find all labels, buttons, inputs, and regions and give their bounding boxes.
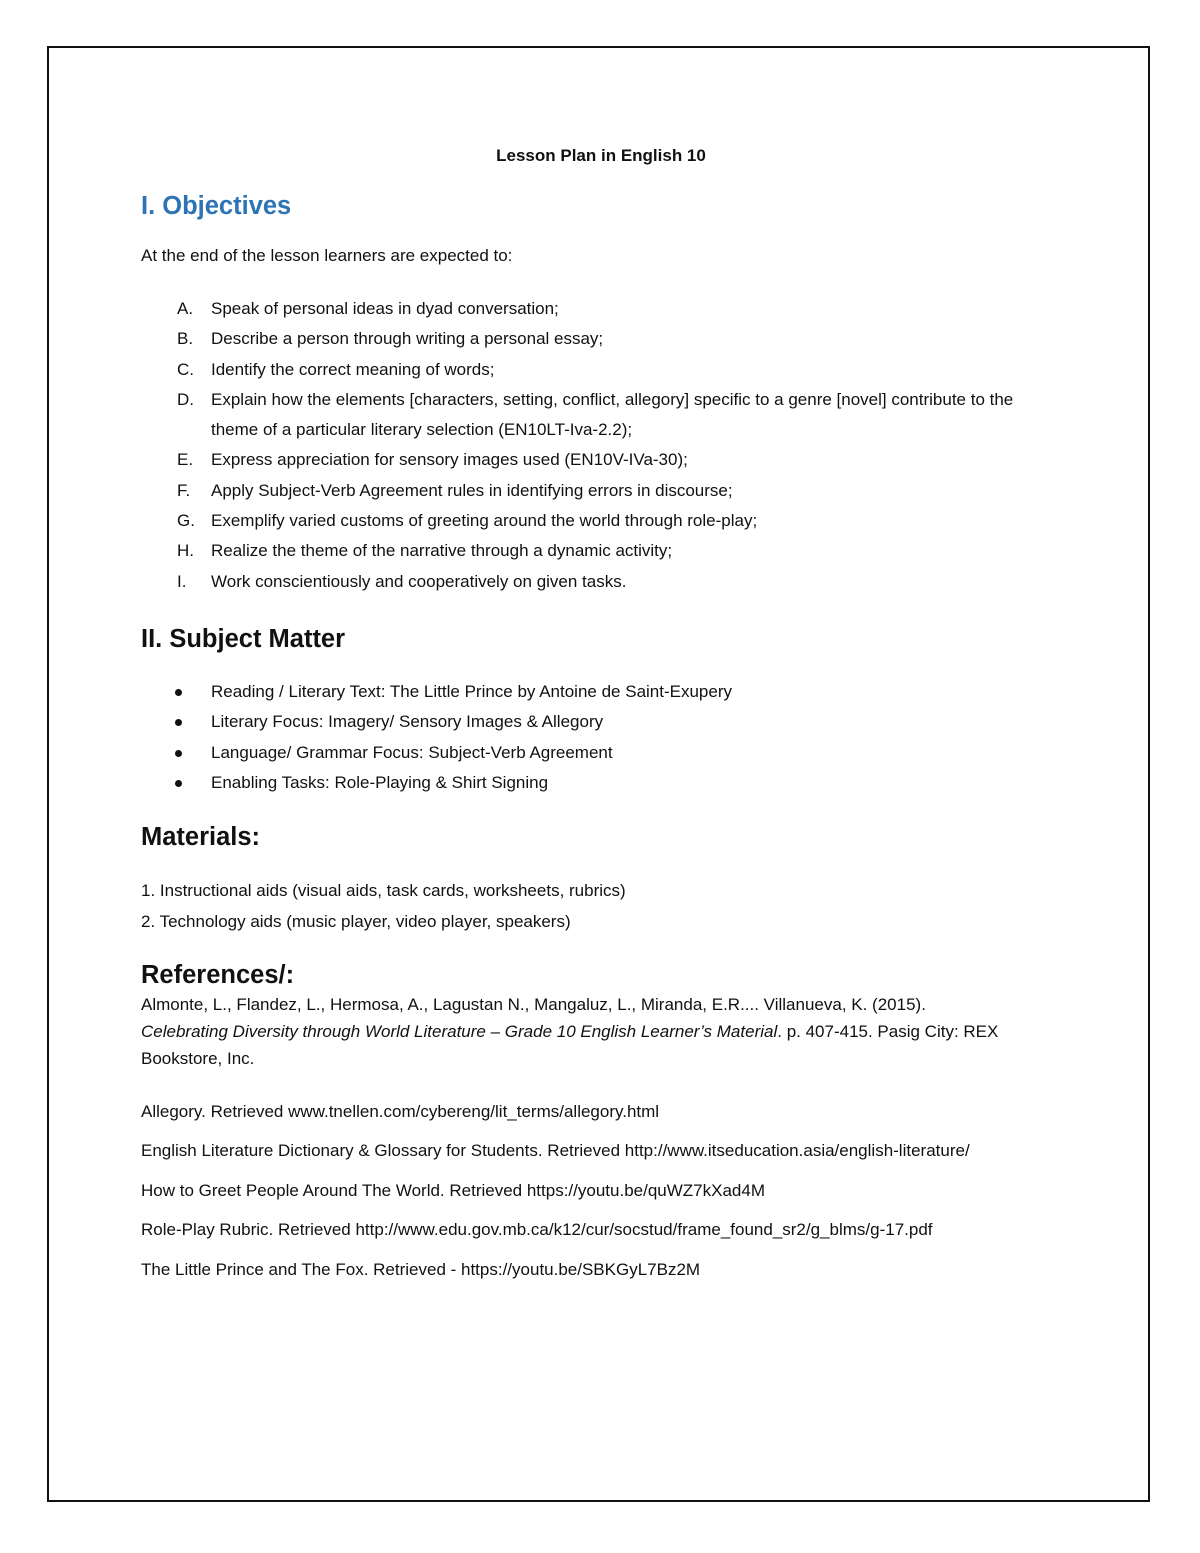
objective-text: Describe a person through writing a personal essay; — [211, 329, 604, 349]
document-title: Lesson Plan in English 10 — [496, 146, 706, 165]
subject-matter-list — [141, 677, 1061, 799]
objective-text: Explain how the elements [characters, setting, conflict, allegory] specific to a genre [novel] contribute to the theme of a particular literary selection (EN10LT-Iva-2.2); — [211, 389, 1014, 440]
objective-letter: B. — [177, 329, 194, 349]
reference-item: English Literature Dictionary & Glossary for Students. Retrieved http://www.itseducation.asia/english-literature/ — [141, 1141, 970, 1161]
material-item: 1. Instructional aids (visual aids, task cards, worksheets, rubrics) — [141, 880, 626, 900]
objectives-heading: I. Objectives — [141, 192, 292, 220]
objective-letter: G. — [177, 511, 195, 531]
objective-text: Speak of personal ideas in dyad conversation; — [211, 299, 559, 318]
objective-text: Realize the theme of the narrative through a dynamic activity; — [211, 541, 673, 561]
subject-matter-text: Enabling Tasks: Role-Playing & Shirt Signing — [211, 773, 549, 793]
subject-matter-item — [141, 768, 1061, 799]
objective-item — [141, 324, 1061, 354]
subject-matter-text: Literary Focus: Imagery/ Sensory Images & Allegory — [211, 712, 604, 732]
objective-item — [141, 294, 1061, 324]
subject-matter-item — [141, 707, 1061, 738]
references-list — [141, 1092, 1061, 1290]
reference-item: Role-Play Rubric. Retrieved http://www.edu.gov.mb.ca/k12/cur/socstud/frame_found_sr2/g_blms/g-17.pdf — [141, 1220, 933, 1240]
objective-letter: H. — [177, 541, 194, 561]
main-reference-title: Celebrating Diversity through World Literature – Grade 10 English Learner’s Material — [141, 1021, 778, 1041]
objective-letter: I. — [177, 571, 187, 591]
objective-letter: C. — [177, 359, 194, 379]
bullet-icon — [175, 689, 182, 696]
objective-item — [141, 476, 1061, 506]
references-heading: References/: — [141, 960, 295, 989]
objective-letter: E. — [177, 450, 194, 470]
objective-item — [141, 536, 1061, 566]
bullet-icon — [175, 780, 182, 787]
materials-list — [141, 875, 1061, 937]
objective-text: Express appreciation for sensory images used (EN10V-IVa-30); — [211, 450, 688, 470]
main-reference-details: . p. 407-415. Pasig City: REX Bookstore, Inc. — [141, 1021, 999, 1068]
reference-item: The Little Prince and The Fox. Retrieved - https://youtu.be/SBKGyL7Bz2M — [141, 1259, 701, 1279]
reference-item: How to Greet People Around The World. Retrieved https://youtu.be/quWZ7kXad4M — [141, 1180, 765, 1200]
objectives-intro: At the end of the lesson learners are expected to: — [141, 246, 513, 265]
objective-item — [141, 355, 1061, 385]
objective-item — [141, 567, 1061, 597]
reference-item: Allegory. Retrieved www.tnellen.com/cybereng/lit_terms/allegory.html — [141, 1101, 660, 1121]
subject-matter-item — [141, 738, 1061, 769]
objective-text: Work conscientiously and cooperatively on given tasks. — [211, 571, 627, 591]
objective-letter: A. — [177, 299, 194, 318]
materials-heading: Materials: — [141, 822, 261, 851]
main-reference — [141, 991, 1061, 1072]
objective-letter: F. — [177, 480, 191, 500]
objective-text: Exemplify varied customs of greeting around the world through role-play; — [211, 511, 758, 531]
subject-matter-heading: II. Subject Matter — [141, 624, 346, 653]
bullet-icon — [175, 750, 182, 757]
subject-matter-text: Language/ Grammar Focus: Subject-Verb Agreement — [211, 742, 613, 762]
objective-text: Identify the correct meaning of words; — [211, 359, 495, 379]
document-body — [141, 144, 1061, 1289]
main-reference-authors: Almonte, L., Flandez, L., Hermosa, A., Lagustan N., Mangaluz, L., Miranda, E.R.... Villanueva, K. (2015). — [141, 994, 926, 1014]
objectives-list — [141, 294, 1061, 597]
material-item: 2. Technology aids (music player, video player, speakers) — [141, 911, 571, 931]
objective-item — [141, 445, 1061, 475]
objective-item — [141, 385, 1061, 446]
objective-text: Apply Subject-Verb Agreement rules in identifying errors in discourse; — [211, 480, 733, 500]
objective-letter: D. — [177, 389, 194, 409]
subject-matter-text: Reading / Literary Text: The Little Prince by Antoine de Saint-Exupery — [211, 681, 732, 701]
bullet-icon — [175, 719, 182, 726]
objective-item — [141, 506, 1061, 536]
subject-matter-item — [141, 677, 1061, 708]
